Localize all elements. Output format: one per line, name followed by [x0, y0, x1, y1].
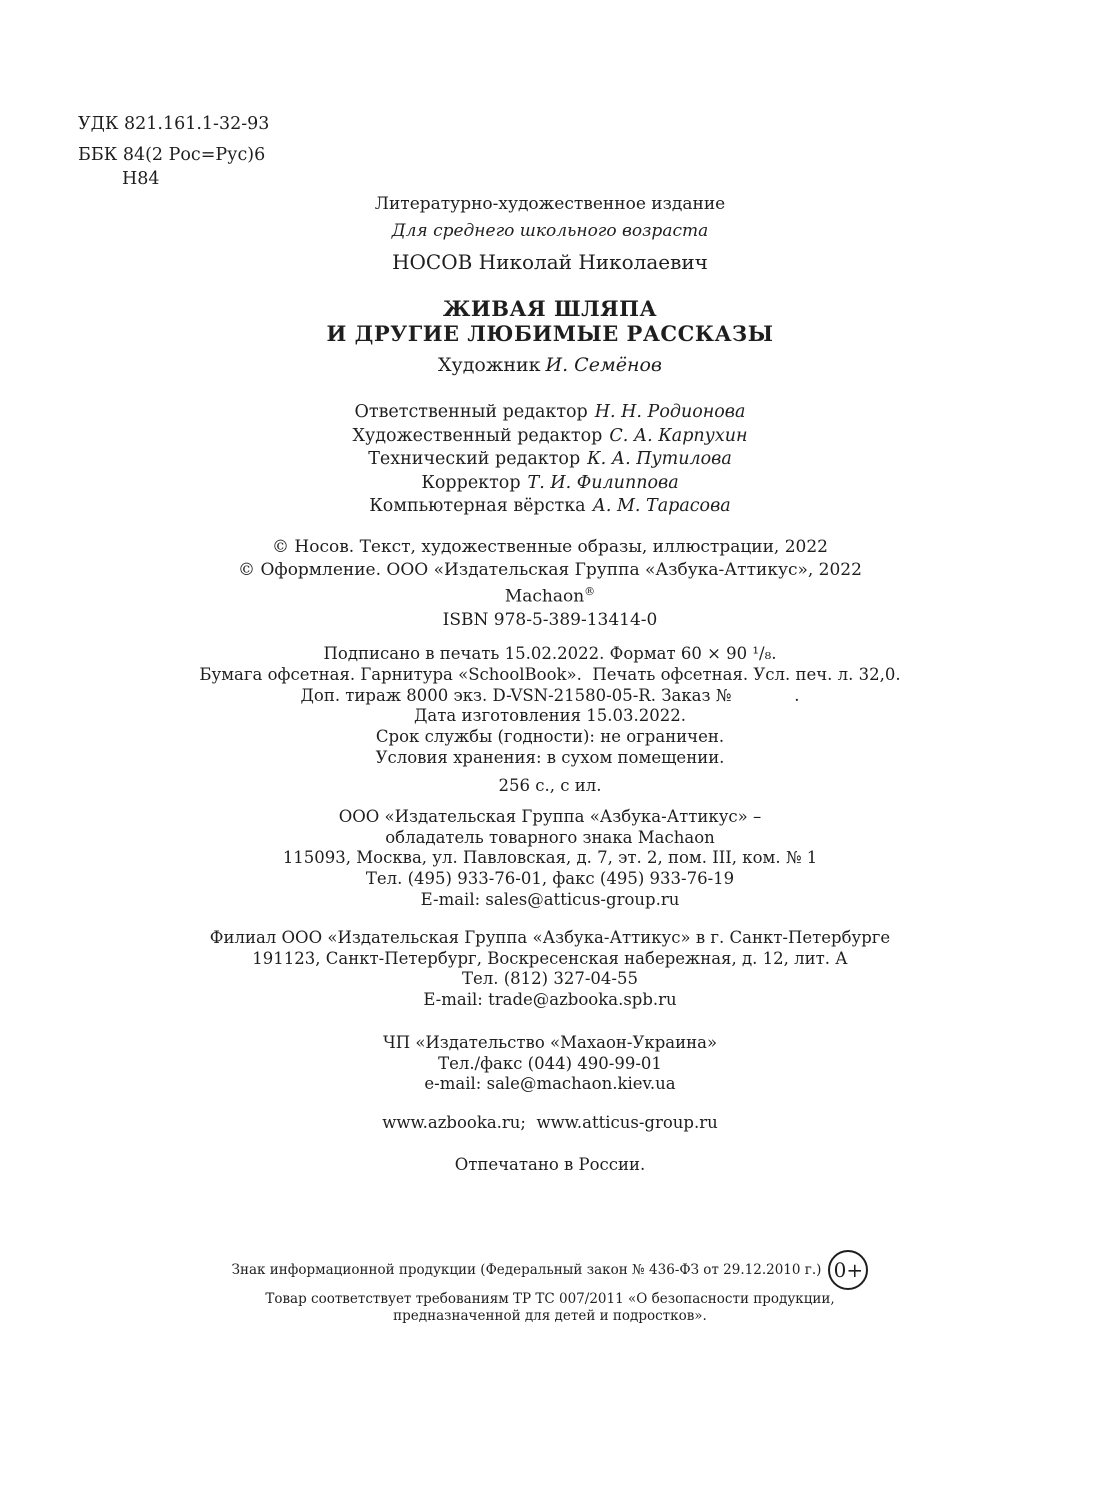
age-rating-badge — [828, 1250, 868, 1290]
classification-block — [78, 112, 269, 191]
registered-sign: ® — [584, 585, 596, 598]
paper-typeface: Бумага офсетная. Гарнитура «SchoolBook». Печать офсетная. Усл. печ. л. 32,0. — [199, 664, 901, 684]
branch-phone: Тел. (812) 327-04-55 — [462, 969, 638, 989]
age-rating-value: 0+ — [833, 1257, 864, 1282]
publisher-phone: Тел. (495) 933-76-01, факс (495) 933-76-19 — [365, 869, 735, 889]
staff-name: А. М. Тарасова — [592, 496, 731, 516]
conformity-line1: Товар соответствует требованиям ТР ТС 007/2011 «О безопасности продукции, — [265, 1291, 835, 1307]
trademark-line — [0, 581, 1100, 608]
ukraine-publisher-name: ЧП «Издательство «Махаон-Украина» — [382, 1033, 718, 1052]
print-info-block — [0, 644, 1100, 769]
bbk-number: ББК 84(2 Рос=Рус)6 — [78, 145, 266, 165]
isbn: ISBN 978-5-389-13414-0 — [442, 610, 658, 630]
trademark-holder: обладатель товарного знака Machaon — [385, 827, 715, 847]
staff-row-art-editor — [0, 425, 1100, 449]
staff-name: Н. Н. Родионова — [594, 402, 746, 422]
staff-role: Компьютерная вёрстка — [369, 496, 586, 516]
publisher-ukraine-block — [0, 1033, 1100, 1095]
book-title-line1: ЖИВАЯ ШЛЯПА — [442, 296, 658, 321]
staff-role: Корректор — [421, 472, 521, 493]
ukraine-phone: Тел./факс (044) 490-99-01 — [438, 1053, 662, 1073]
age-mark-law-text: Знак информационной продукции (Федеральный закон № 436-ФЗ от 29.12.2010 г.) — [231, 1261, 822, 1278]
print-run-order: Доп. тираж 8000 экз. D-VSN-21580-05-R. Заказ № . — [300, 685, 800, 705]
conformity-line2: предназначенной для детей и подростков». — [393, 1307, 707, 1324]
trademark-name: Machaon — [504, 586, 585, 607]
printed-in-note: Отпечатано в России. — [454, 1155, 646, 1174]
copyright-text: © Носов. Текст, художественные образы, иллюстрации, 2022 — [272, 537, 828, 557]
branch-name: Филиал ООО «Издательская Группа «Азбука-Аттикус» в г. Санкт-Петербурге — [209, 928, 891, 947]
publisher-email: E-mail: sales@atticus-group.ru — [420, 889, 680, 909]
copyright-design: © Оформление. ООО «Издательская Группа «Азбука-Аттикус», 2022 — [238, 559, 862, 580]
staff-row-layout — [0, 495, 1100, 519]
copyright-block — [0, 536, 1100, 608]
staff-row-tech-editor — [0, 448, 1100, 472]
edition-type: Литературно-художественное издание — [374, 194, 726, 214]
websites: www.azbooka.ru; www.atticus-group.ru — [382, 1113, 718, 1132]
book-author: НОСОВ Николай Николаевич — [392, 250, 708, 274]
publisher-spb-block — [0, 928, 1100, 1011]
age-mark-block — [0, 1257, 1100, 1324]
staff-row-proofreader — [0, 472, 1100, 496]
artist-label: Художник — [438, 354, 541, 376]
staff-role: Ответственный редактор — [354, 402, 588, 422]
book-title-line2: И ДРУГИЕ ЛЮБИМЫЕ РАССКАЗЫ — [326, 321, 774, 346]
artist-name: И. Семёнов — [545, 354, 662, 376]
manufacture-date: Дата изготовления 15.03.2022. — [413, 706, 686, 726]
publisher-moscow-block — [0, 807, 1100, 911]
staff-role: Художественный редактор — [352, 425, 603, 446]
staff-name: К. А. Путилова — [587, 449, 732, 469]
publisher-name: ООО «Издательская Группа «Азбука-Аттикус» – — [338, 807, 762, 826]
storage-conditions: Условия хранения: в сухом помещении. — [375, 747, 725, 767]
age-mark-law-line — [0, 1257, 1100, 1282]
staff-block — [0, 401, 1100, 519]
author-sign: Н84 — [122, 169, 160, 189]
branch-address: 191123, Санкт-Петербург, Воскресенская набережная, д. 12, лит. А — [252, 948, 848, 968]
pages-note: 256 с., с ил. — [498, 776, 602, 795]
staff-row-editor — [0, 401, 1100, 425]
staff-name: Т. И. Филиппова — [527, 472, 679, 493]
print-date-format: Подписано в печать 15.02.2022. Формат 60 × 90 ¹/₈. — [323, 644, 777, 663]
branch-email: E-mail: trade@azbooka.spb.ru — [423, 990, 677, 1010]
publisher-address: 115093, Москва, ул. Павловская, д. 7, эт. 2, пом. III, ком. № 1 — [282, 848, 818, 868]
age-category: Для среднего школьного возраста — [391, 221, 709, 241]
service-life: Срок службы (годности): не ограничен. — [375, 727, 725, 747]
ukraine-email: e-mail: sale@machaon.kiev.ua — [424, 1074, 676, 1094]
udk-number: УДК 821.161.1-32-93 — [78, 114, 270, 134]
book-title — [0, 296, 1100, 346]
artist-line — [0, 354, 1100, 376]
staff-role: Технический редактор — [368, 449, 581, 469]
staff-name: С. А. Карпухин — [609, 425, 748, 446]
